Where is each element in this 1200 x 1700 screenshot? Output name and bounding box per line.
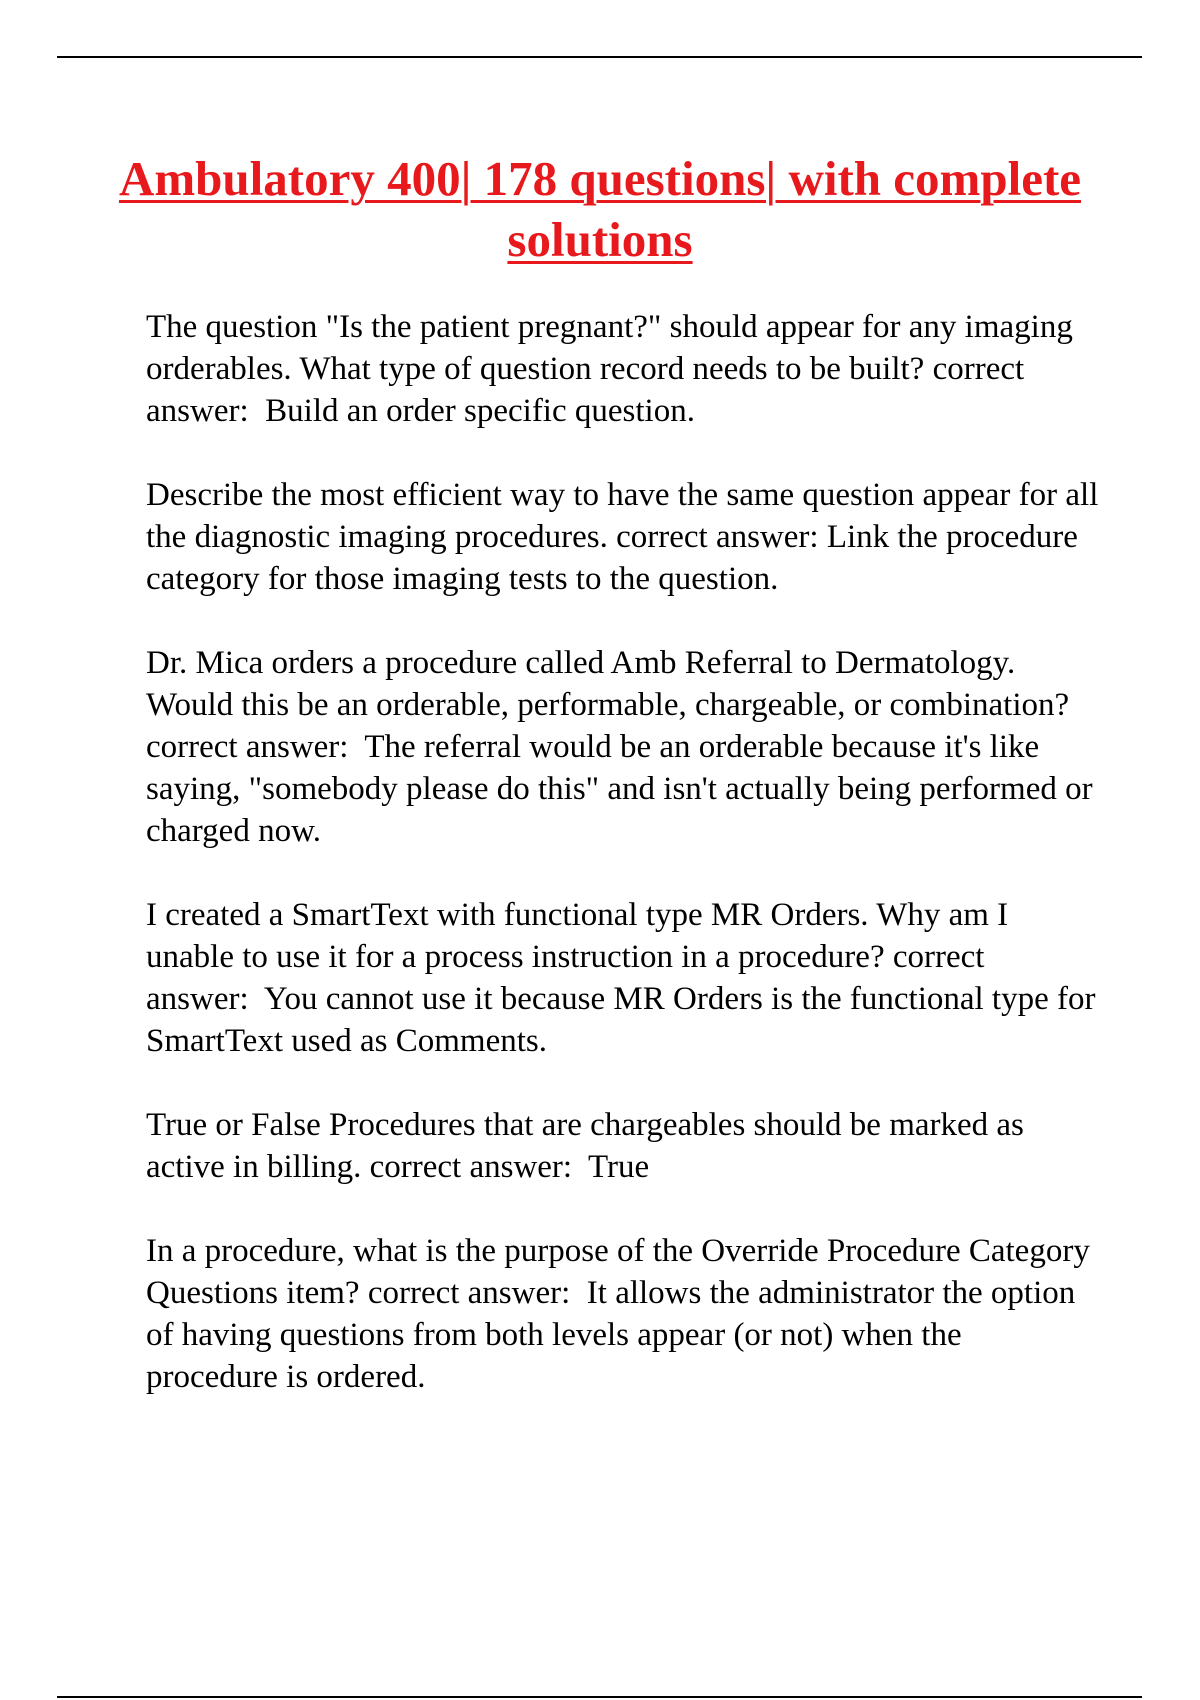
answer-text: It allows the administrator the option of having questions from both levels appear (or not) when the procedure is ordered. <box>146 1275 1076 1395</box>
qa-item <box>146 1230 1101 1398</box>
question-text: The question "Is the patient pregnant?" should appear for any imaging orderables. What type of question record needs to be built? <box>146 309 1073 387</box>
question-text: True or False Procedures that are chargeables should be marked as active in billing. <box>146 1107 1024 1185</box>
question-text: I created a SmartText with functional type MR Orders. Why am I unable to use it for a process instruction in a procedure? <box>146 897 1009 975</box>
qa-item <box>146 1104 1101 1188</box>
qa-item <box>146 894 1101 1062</box>
answer-text: The referral would be an orderable because it's like saying, "somebody please do this" and isn't actually being performed or charged now. <box>146 729 1093 849</box>
answer-prefix: correct answer: <box>146 729 349 765</box>
document-title: Ambulatory 400| 178 questions| with complete solutions <box>118 151 1082 267</box>
answer-text: Link the procedure category for those imaging tests to the question. <box>146 519 1078 597</box>
bottom-rule <box>57 1696 1142 1698</box>
top-rule <box>57 56 1142 58</box>
qa-item <box>146 474 1101 600</box>
answer-prefix: correct answer: <box>616 519 819 555</box>
question-text: Dr. Mica orders a procedure called Amb Referral to Dermatology. Would this be an orderable, performable, chargeable, or combination? <box>146 645 1070 723</box>
question-text: In a procedure, what is the purpose of the Override Procedure Category Questions item? <box>146 1233 1090 1311</box>
answer-prefix: correct answer: <box>146 351 1025 429</box>
qa-item <box>146 642 1101 852</box>
answer-prefix: correct answer: <box>146 939 985 1017</box>
qa-list <box>146 306 1101 1440</box>
answer-prefix: correct answer: <box>369 1149 573 1185</box>
answer-text: Build an order specific question. <box>265 393 695 429</box>
answer-prefix: correct answer: <box>367 1275 571 1311</box>
answer-text: You cannot use it because MR Orders is the functional type for SmartText used as Comments. <box>146 981 1096 1059</box>
question-text: Describe the most efficient way to have the same question appear for all the diagnostic imaging procedures. <box>146 477 1099 555</box>
answer-text: True <box>588 1149 650 1185</box>
qa-item <box>146 306 1101 432</box>
